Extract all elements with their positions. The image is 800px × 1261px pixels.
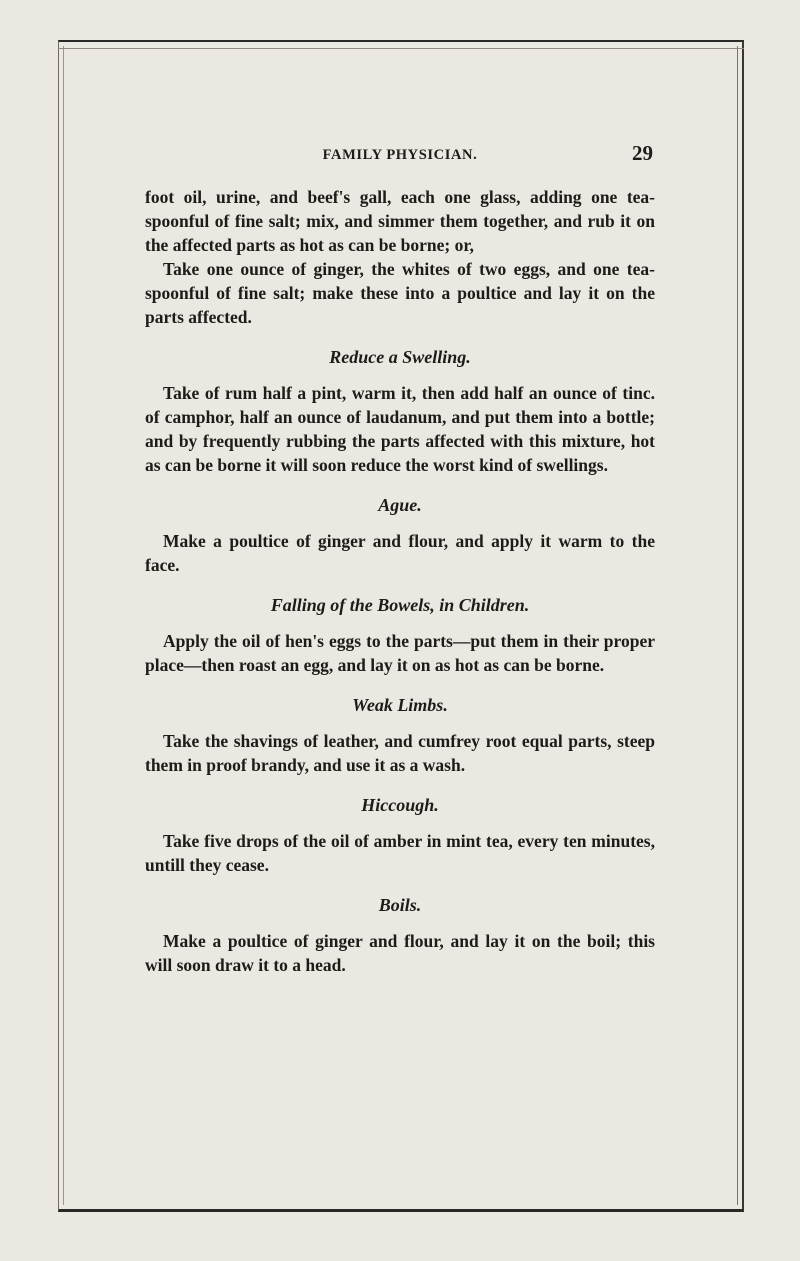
recipe-falling-bowels: Apply the oil of hen's eggs to the parts—put them in their proper place—then roast an egg, and lay it on as hot as can be borne. [145,631,655,675]
recipe-weak-limbs: Take the shavings of leather, and cumfrey root equal parts, steep them in proof brandy, and use it as a wash. [145,731,655,775]
book-page [145,141,655,977]
section-heading-ague: Ague. [378,495,422,515]
page-body [145,185,655,977]
recipe-ague: Make a poultice of ginger and flour, and apply it warm to the face. [145,531,655,575]
section-heading-hiccough: Hiccough. [361,795,439,815]
section-heading-weak-limbs: Weak Limbs. [352,695,448,715]
running-head [145,141,655,171]
section-heading-boils: Boils. [378,895,422,915]
recipe-boils: Make a poultice of ginger and flour, and lay it on the boil; this will soon draw it to a head. [145,931,655,975]
section-heading-falling-bowels: Falling of the Bowels, in Children. [270,595,530,615]
page-number: 29 [632,141,653,165]
continuation-paragraph: foot oil, urine, and beef's gall, each one glass, adding one tea-spoonful of fine salt; mix, and simmer them together, and rub it on the affected parts as hot as can be borne; or, [145,187,655,255]
section-heading-reduce-swelling: Reduce a Swelling. [329,347,471,367]
recipe-hiccough: Take five drops of the oil of amber in mint tea, every ten minutes, untill they cease. [145,831,655,875]
alternative-paragraph: Take one ounce of ginger, the whites of two eggs, and one tea-spoonful of fine salt; make these into a poultice and lay it on the parts affected. [145,259,655,327]
recipe-reduce-swelling: Take of rum half a pint, warm it, then add half an ounce of tinc. of camphor, half an ounce of laudanum, and put them into a bottle; and by frequently rubbing the parts affected with this mixture, hot as can be borne it will soon reduce the worst kind of swellings. [145,383,655,475]
running-title: FAMILY PHYSICIAN. [322,147,478,163]
